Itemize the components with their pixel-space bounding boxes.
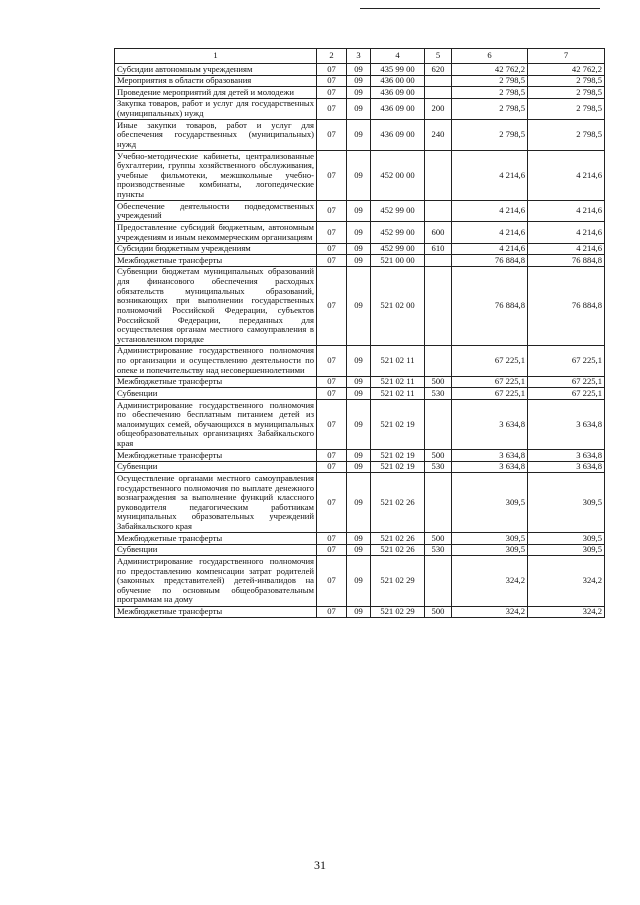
row-subsection: 09 bbox=[347, 201, 371, 222]
row-description: Иные закупки товаров, работ и услуг для обеспечения государственных (муниципальных) нужд bbox=[115, 120, 317, 151]
header-col-5: 5 bbox=[425, 49, 452, 64]
table-row bbox=[115, 64, 605, 76]
row-target-code: 521 02 11 bbox=[371, 345, 425, 376]
header-col-1: 1 bbox=[115, 49, 317, 64]
row-target-code: 521 02 26 bbox=[371, 544, 425, 556]
table-row bbox=[115, 606, 605, 618]
row-subsection: 09 bbox=[347, 473, 371, 533]
row-section: 07 bbox=[317, 388, 347, 400]
table-row bbox=[115, 151, 605, 201]
header-col-6: 6 bbox=[452, 49, 528, 64]
row-amount-actual: 309,5 bbox=[528, 544, 605, 556]
row-section: 07 bbox=[317, 243, 347, 255]
header-col-7: 7 bbox=[528, 49, 605, 64]
row-description: Проведение мероприятий для детей и молодежи bbox=[115, 87, 317, 99]
row-section: 07 bbox=[317, 87, 347, 99]
row-amount-actual: 67 225,1 bbox=[528, 345, 605, 376]
row-amount-plan: 67 225,1 bbox=[452, 376, 528, 388]
row-amount-plan: 4 214,6 bbox=[452, 151, 528, 201]
table-row bbox=[115, 201, 605, 222]
row-amount-actual: 309,5 bbox=[528, 473, 605, 533]
table-row bbox=[115, 473, 605, 533]
table-row bbox=[115, 222, 605, 243]
row-amount-plan: 4 214,6 bbox=[452, 201, 528, 222]
budget-table-wrapper bbox=[114, 48, 604, 618]
row-amount-actual: 309,5 bbox=[528, 533, 605, 545]
row-target-code: 436 09 00 bbox=[371, 87, 425, 99]
row-expense-type bbox=[425, 473, 452, 533]
row-subsection: 09 bbox=[347, 87, 371, 99]
row-expense-type bbox=[425, 87, 452, 99]
row-description: Предоставление субсидий бюджетным, автономным учреждениям и иным некоммерческим организациям bbox=[115, 222, 317, 243]
header-col-2: 2 bbox=[317, 49, 347, 64]
row-subsection: 09 bbox=[347, 606, 371, 618]
row-amount-plan: 76 884,8 bbox=[452, 255, 528, 267]
row-target-code: 521 02 11 bbox=[371, 388, 425, 400]
row-amount-actual: 4 214,6 bbox=[528, 151, 605, 201]
row-subsection: 09 bbox=[347, 151, 371, 201]
row-description: Субвенции bbox=[115, 544, 317, 556]
row-description: Осуществление органами местного самоуправления государственного полномочия по выплате денежного вознаграждения за выполнение функций классного руководителя педагогическим работникам муниципальных образовательных учреждений Забайкальского края bbox=[115, 473, 317, 533]
row-subsection: 09 bbox=[347, 388, 371, 400]
table-row bbox=[115, 400, 605, 450]
row-expense-type bbox=[425, 201, 452, 222]
table-row bbox=[115, 255, 605, 267]
row-amount-plan: 76 884,8 bbox=[452, 266, 528, 345]
row-description: Субсидии бюджетным учреждениям bbox=[115, 243, 317, 255]
row-subsection: 09 bbox=[347, 243, 371, 255]
row-expense-type bbox=[425, 266, 452, 345]
row-description: Субвенции bbox=[115, 388, 317, 400]
row-section: 07 bbox=[317, 345, 347, 376]
row-amount-plan: 309,5 bbox=[452, 544, 528, 556]
row-target-code: 436 09 00 bbox=[371, 98, 425, 119]
row-expense-type: 530 bbox=[425, 388, 452, 400]
row-description: Межбюджетные трансферты bbox=[115, 533, 317, 545]
row-amount-actual: 2 798,5 bbox=[528, 120, 605, 151]
row-amount-actual: 2 798,5 bbox=[528, 87, 605, 99]
row-target-code: 521 02 29 bbox=[371, 556, 425, 606]
row-subsection: 09 bbox=[347, 255, 371, 267]
row-expense-type: 620 bbox=[425, 64, 452, 76]
header-col-4: 4 bbox=[371, 49, 425, 64]
row-subsection: 09 bbox=[347, 222, 371, 243]
row-amount-actual: 67 225,1 bbox=[528, 376, 605, 388]
row-expense-type bbox=[425, 556, 452, 606]
row-section: 07 bbox=[317, 266, 347, 345]
row-expense-type: 530 bbox=[425, 461, 452, 473]
row-section: 07 bbox=[317, 98, 347, 119]
row-amount-actual: 3 634,8 bbox=[528, 400, 605, 450]
table-row bbox=[115, 461, 605, 473]
row-amount-actual: 2 798,5 bbox=[528, 75, 605, 87]
row-subsection: 09 bbox=[347, 400, 371, 450]
row-target-code: 521 02 19 bbox=[371, 400, 425, 450]
row-description: Межбюджетные трансферты bbox=[115, 606, 317, 618]
table-row bbox=[115, 533, 605, 545]
row-section: 07 bbox=[317, 544, 347, 556]
row-subsection: 09 bbox=[347, 450, 371, 462]
row-section: 07 bbox=[317, 120, 347, 151]
row-amount-plan: 42 762,2 bbox=[452, 64, 528, 76]
row-target-code: 452 99 00 bbox=[371, 222, 425, 243]
row-amount-actual: 67 225,1 bbox=[528, 388, 605, 400]
row-expense-type: 500 bbox=[425, 376, 452, 388]
row-description: Межбюджетные трансферты bbox=[115, 255, 317, 267]
row-target-code: 521 02 26 bbox=[371, 473, 425, 533]
row-expense-type: 500 bbox=[425, 606, 452, 618]
row-target-code: 452 99 00 bbox=[371, 243, 425, 255]
row-subsection: 09 bbox=[347, 533, 371, 545]
row-expense-type: 200 bbox=[425, 98, 452, 119]
row-section: 07 bbox=[317, 255, 347, 267]
row-section: 07 bbox=[317, 222, 347, 243]
row-expense-type bbox=[425, 345, 452, 376]
row-amount-actual: 324,2 bbox=[528, 606, 605, 618]
row-subsection: 09 bbox=[347, 556, 371, 606]
row-subsection: 09 bbox=[347, 544, 371, 556]
row-amount-actual: 76 884,8 bbox=[528, 266, 605, 345]
row-subsection: 09 bbox=[347, 120, 371, 151]
table-row bbox=[115, 75, 605, 87]
row-section: 07 bbox=[317, 376, 347, 388]
row-amount-plan: 309,5 bbox=[452, 533, 528, 545]
row-target-code: 436 09 00 bbox=[371, 120, 425, 151]
row-target-code: 521 00 00 bbox=[371, 255, 425, 267]
row-section: 07 bbox=[317, 461, 347, 473]
row-amount-plan: 324,2 bbox=[452, 556, 528, 606]
row-description: Учебно-методические кабинеты, централизованные бухгалтерии, группы хозяйственного обслуживания, учебные фильмотеки, межшкольные учебно-производственные комбинаты, логопедические пункты bbox=[115, 151, 317, 201]
row-description: Обеспечение деятельности подведомственных учреждений bbox=[115, 201, 317, 222]
row-amount-plan: 309,5 bbox=[452, 473, 528, 533]
row-amount-plan: 4 214,6 bbox=[452, 222, 528, 243]
row-expense-type: 240 bbox=[425, 120, 452, 151]
table-row bbox=[115, 345, 605, 376]
row-target-code: 521 02 19 bbox=[371, 461, 425, 473]
row-subsection: 09 bbox=[347, 461, 371, 473]
row-target-code: 435 99 00 bbox=[371, 64, 425, 76]
row-amount-actual: 42 762,2 bbox=[528, 64, 605, 76]
row-amount-plan: 2 798,5 bbox=[452, 87, 528, 99]
row-amount-plan: 2 798,5 bbox=[452, 120, 528, 151]
row-amount-actual: 4 214,6 bbox=[528, 201, 605, 222]
row-amount-plan: 67 225,1 bbox=[452, 388, 528, 400]
row-target-code: 436 00 00 bbox=[371, 75, 425, 87]
row-section: 07 bbox=[317, 473, 347, 533]
row-section: 07 bbox=[317, 400, 347, 450]
row-amount-actual: 4 214,6 bbox=[528, 243, 605, 255]
row-subsection: 09 bbox=[347, 345, 371, 376]
row-target-code: 521 02 00 bbox=[371, 266, 425, 345]
row-target-code: 521 02 29 bbox=[371, 606, 425, 618]
table-header-row bbox=[115, 49, 605, 64]
table-row bbox=[115, 98, 605, 119]
row-expense-type: 530 bbox=[425, 544, 452, 556]
row-amount-actual: 2 798,5 bbox=[528, 98, 605, 119]
row-description: Администрирование государственного полномочия по предоставлению компенсации затрат родителей (законных представителей) детей-инвалидов на обучение по основным общеобразовательным программам на дому bbox=[115, 556, 317, 606]
table-row bbox=[115, 120, 605, 151]
header-col-3: 3 bbox=[347, 49, 371, 64]
row-expense-type bbox=[425, 75, 452, 87]
row-expense-type: 600 bbox=[425, 222, 452, 243]
row-expense-type bbox=[425, 400, 452, 450]
table-row bbox=[115, 544, 605, 556]
row-amount-plan: 2 798,5 bbox=[452, 98, 528, 119]
row-description: Администрирование государственного полномочия по обеспечению бесплатным питанием детей из малоимущих семей, обучающихся в муниципальных общеобразовательных организациях Забайкальского края bbox=[115, 400, 317, 450]
row-amount-actual: 3 634,8 bbox=[528, 450, 605, 462]
row-description: Закупка товаров, работ и услуг для государственных (муниципальных) нужд bbox=[115, 98, 317, 119]
row-expense-type bbox=[425, 151, 452, 201]
row-section: 07 bbox=[317, 151, 347, 201]
row-amount-actual: 4 214,6 bbox=[528, 222, 605, 243]
row-target-code: 452 99 00 bbox=[371, 201, 425, 222]
row-description: Межбюджетные трансферты bbox=[115, 450, 317, 462]
row-subsection: 09 bbox=[347, 98, 371, 119]
row-subsection: 09 bbox=[347, 266, 371, 345]
row-target-code: 521 02 26 bbox=[371, 533, 425, 545]
row-description: Субвенции бюджетам муниципальных образований для финансового обеспечения расходных обязательств муниципальных образований, возникающих при выполнении государственных полномочий Российской Федерации, субъектов Российской Федерации, переданных для осуществления органам местного самоуправления в установленном порядке bbox=[115, 266, 317, 345]
table-body bbox=[115, 64, 605, 618]
row-amount-actual: 3 634,8 bbox=[528, 461, 605, 473]
row-amount-plan: 2 798,5 bbox=[452, 75, 528, 87]
row-description: Межбюджетные трансферты bbox=[115, 376, 317, 388]
row-amount-plan: 3 634,8 bbox=[452, 400, 528, 450]
row-expense-type: 500 bbox=[425, 533, 452, 545]
row-amount-actual: 76 884,8 bbox=[528, 255, 605, 267]
budget-table bbox=[114, 48, 605, 618]
row-subsection: 09 bbox=[347, 75, 371, 87]
row-subsection: 09 bbox=[347, 376, 371, 388]
row-target-code: 521 02 11 bbox=[371, 376, 425, 388]
row-expense-type bbox=[425, 255, 452, 267]
row-expense-type: 500 bbox=[425, 450, 452, 462]
row-section: 07 bbox=[317, 450, 347, 462]
table-row bbox=[115, 266, 605, 345]
row-target-code: 452 00 00 bbox=[371, 151, 425, 201]
row-amount-plan: 3 634,8 bbox=[452, 461, 528, 473]
row-amount-plan: 324,2 bbox=[452, 606, 528, 618]
row-amount-plan: 4 214,6 bbox=[452, 243, 528, 255]
row-section: 07 bbox=[317, 556, 347, 606]
page-number: 31 bbox=[314, 858, 326, 872]
row-description: Субсидии автономным учреждениям bbox=[115, 64, 317, 76]
row-expense-type: 610 bbox=[425, 243, 452, 255]
table-row bbox=[115, 243, 605, 255]
row-subsection: 09 bbox=[347, 64, 371, 76]
top-rule bbox=[360, 8, 600, 9]
table-row bbox=[115, 450, 605, 462]
row-description: Субвенции bbox=[115, 461, 317, 473]
row-description: Мероприятия в области образования bbox=[115, 75, 317, 87]
row-section: 07 bbox=[317, 533, 347, 545]
row-description: Администрирование государственного полномочия по организации и осуществлению деятельности по опеке и попечительству над несовершеннолетними bbox=[115, 345, 317, 376]
row-section: 07 bbox=[317, 606, 347, 618]
row-target-code: 521 02 19 bbox=[371, 450, 425, 462]
row-section: 07 bbox=[317, 64, 347, 76]
table-row bbox=[115, 376, 605, 388]
row-section: 07 bbox=[317, 75, 347, 87]
row-section: 07 bbox=[317, 201, 347, 222]
table-row bbox=[115, 556, 605, 606]
row-amount-plan: 67 225,1 bbox=[452, 345, 528, 376]
table-row bbox=[115, 87, 605, 99]
row-amount-actual: 324,2 bbox=[528, 556, 605, 606]
row-amount-plan: 3 634,8 bbox=[452, 450, 528, 462]
table-row bbox=[115, 388, 605, 400]
